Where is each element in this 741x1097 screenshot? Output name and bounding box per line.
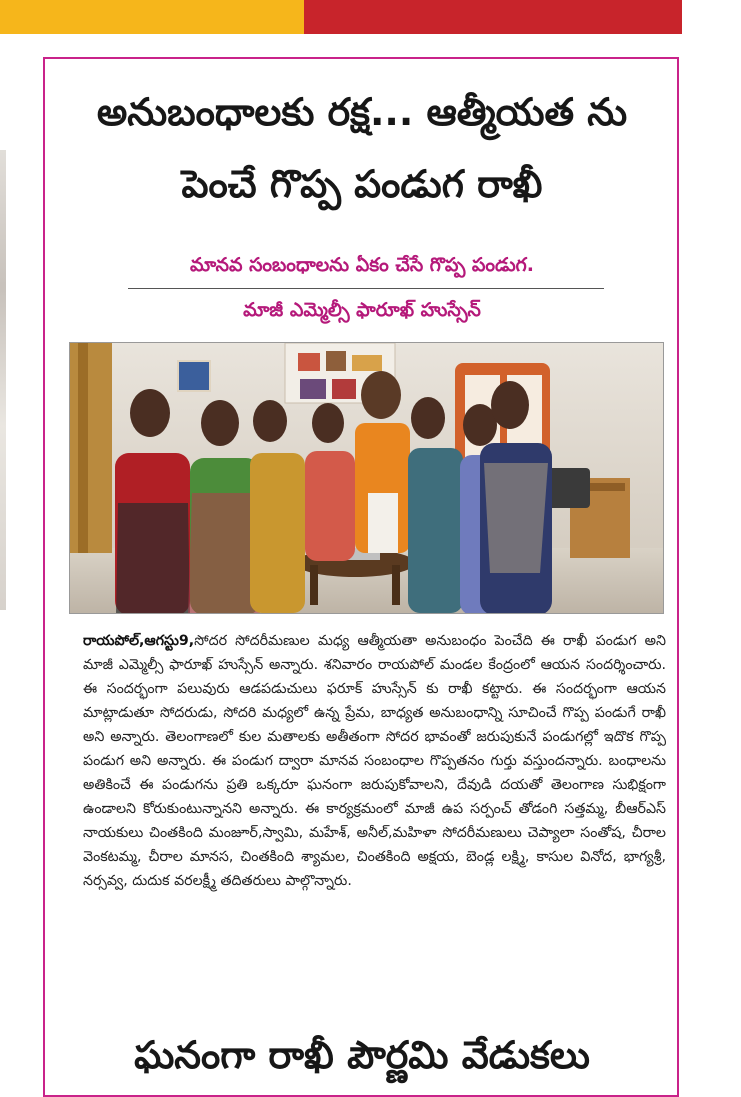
top-color-bar <box>0 0 741 34</box>
article-body-text: సోదర సోదరీమణుల మధ్య ఆత్మీయతా అనుబంధం పెంచేది ఈ రాఖీ పండుగ అని మాజీ ఎమ్మెల్సీ ఫారూఖ్ హుస్సేన్ అన్నారు. శనివారం రాయపోల్ మండల కేంద్రంలో ఆయన సందర్శించారు. ఈ సందర్భంగా పలువురు ఆడపడుచులు ఫరూక్ హుస్సేన్ కు రాఖీ కట్టారు. ఈ సందర్భంగా ఆయన మాట్లాడుతూ సోదరుడు, సోదరి మధ్యలో ఉన్న ప్రేమ, బాధ్యత అనుబంధాన్ని సూచించే గొప్ప పండుగే రాఖీ అని అన్నారు. తెలంగాణలో కుల మతాలకు అతీతంగా సోదర భావంతో జరుపుకునే పండుగల్లో ఇదొక గొప్ప పండుగ అని అన్నారు. ఈ పండుగ ద్వారా మానవ సంబంధాల గొప్పతనం గుర్తు వస్తుందన్నారు. బంధాలను అతికించే ఈ పండుగను ప్రతి ఒక్కరూ ఘనంగా జరుపుకోవాలని, దేవుడి దయతో తెలంగాణ సుభిక్షంగా ఉండాలని కోరుకుంటున్నానని అన్నారు. ఈ కార్యక్రమంలో మాజీ ఉప సర్పంచ్ తోడంగి సత్తమ్మ, బీఆర్ఎస్ నాయకులు చింతకింది మంజూర్,స్వామి, మహేశ్, అనీల్,మహిళా సోదరీమణులు చెప్యాలా సంతోష, చీరాల వెంకటమ్మ, చీరాల మానస, చింతకింది శ్యామల, చింతకింది అక్షయ, బెండ్ల లక్ష్మి, కాసుల వినోద, భాగ్యశ్రీ, నర్సవ్వ, దుదుక వరలక్ష్మీ తదితరులు పాల్గొన్నారు. <box>83 633 666 889</box>
top-bar-yellow <box>0 0 304 34</box>
headline-line-2: పెంచే గొప్ప పండుగ రాఖీ <box>181 162 543 206</box>
headline-line-1: అనుబంధాలకు రక్ష... ఆత్మీయత ను <box>96 90 628 134</box>
article-dateline: రాయపోల్,ఆగస్టు9, <box>83 633 195 649</box>
top-bar-red <box>304 0 682 34</box>
group-photo-illustration <box>70 343 664 614</box>
top-bar-white <box>682 0 741 34</box>
next-article-headline: ఘనంగా రాఖీ పౌర్ణమి వేడుకలు <box>134 1033 590 1077</box>
subheading-line-2: మాజీ ఎమ్మెల్సీ ఫారూఖ్ హుస్సేన్ <box>243 299 481 321</box>
curtain <box>70 343 112 553</box>
subheading-divider <box>128 288 604 289</box>
subheading-line-1: మానవ సంబంధాలను ఏకం చేసే గొప్ప పండుగ. <box>190 254 534 276</box>
adjacent-column-edge <box>0 150 6 610</box>
article-photo <box>69 342 664 614</box>
article-body <box>83 629 666 893</box>
wall-picture <box>178 361 210 391</box>
